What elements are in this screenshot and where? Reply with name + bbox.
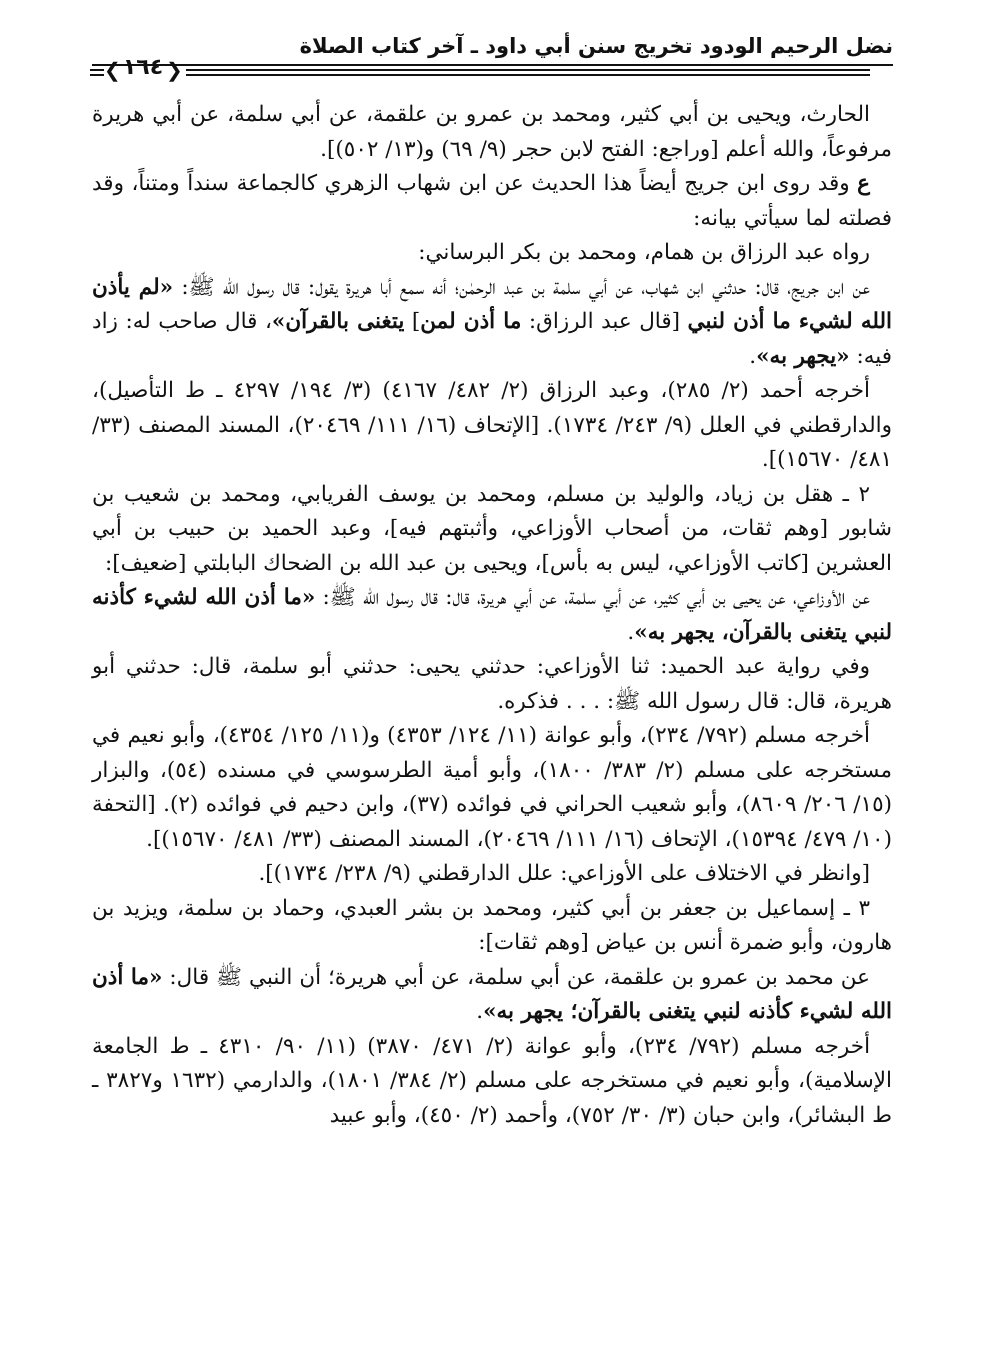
text-segment: ، قال صاحب له: زاد فيه: [92, 309, 892, 369]
main-text [92, 98, 892, 1133]
paragraph [92, 478, 892, 582]
page-number-rule-right-lower [186, 74, 870, 76]
text-segment: عن محمد بن عمرو بن علقمة، عن أبي سلمة، عن أبي هريرة؛ أن النبي ﷺ قال: [162, 964, 871, 990]
page-number: ١٦٤ [122, 55, 164, 80]
text-segment: أخرجه مسلم (٧٩٢/ ٢٣٤)، وأبو عوانة (٢/ ٤٧١/ ٣٨٧٠) (١١/ ٩٠/ ٤٣١٠ ـ ط الجامعة الإسلامية)، وأبو نعيم في مستخرجه على مسلم (٢/ ٣٨٤/ ١٨٠١)، والدارمي (١٦٣٢ و٣٨٢٧ ـ ط البشائر)، وابن حبان (٣/ ٣٠/ ٧٥٢)، وأحمد (٢/ ٤٥٠)، وأبو عبيد [92, 1033, 892, 1128]
running-title: نضل الرحيم الودود تخريج سنن أبي داود ـ آخر كتاب الصلاة [299, 34, 893, 58]
text-segment: [قال عبد الرزاق: [521, 309, 688, 334]
paragraph [92, 857, 892, 892]
paragraph [92, 98, 892, 167]
text-segment: . [627, 619, 635, 645]
text-segment: . [749, 343, 757, 369]
bold-text-segment: ع [857, 171, 870, 196]
paragraph [92, 961, 892, 1030]
bold-text-segment: ما أذن لمن [420, 309, 522, 334]
bold-text-segment: «لم يأذن الله لشيء ما أذن لنبي [92, 274, 892, 334]
text-segment: ٢ ـ هقل بن زياد، والوليد بن مسلم، ومحمد بن يوسف الفريابي، ومحمد بن شعيب بن شابور [وهم ثقات، من أصحاب الأوزاعي، وأثبتهم فيه]، وعبد الحميد بن حبيب بن أبي العشرين [كاتب الأوزاعي، ليس به بأس]، ويحيى بن عبد الله بن الضحاك البابلتي [ضعيف]: [92, 481, 892, 576]
text-segment: ] [404, 309, 421, 334]
page-number-bar [90, 55, 870, 85]
text-segment: الحارث، ويحيى بن أبي كثير، ومحمد بن عمرو بن علقمة، عن أبي سلمة، عن أبي هريرة مرفوعاً، والله أعلم [وراجع: الفتح لابن حجر (٩/ ٦٩) و(١٣/ ٥٠٢)]. [92, 102, 892, 162]
text-segment: وقد روى ابن جريج أيضاً هذا الحديث عن ابن شهاب الزهري كالجماعة سنداً ومتناً، وقد فصلته لما سيأتي بيانه: [92, 171, 892, 231]
paragraph [92, 236, 892, 271]
paragraph [92, 581, 892, 650]
page-number-rule-right [186, 69, 870, 71]
text-segment: ٣ ـ إسماعيل بن جعفر بن أبي كثير، ومحمد بن بشر العبدي، وحماد بن سلمة، ويزيد بن هارون، وأبو ضمرة أنس بن عياض [وهم ثقات]: [92, 895, 892, 955]
page-number-rule-left-lower [90, 74, 104, 76]
text-segment: عن ابن جريج، قال: حدثني ابن شهاب، عن أبي سلمة بن عبد الرحمٰن؛ أنه سمع أبا هريرة يقول: قال رسول الله ﷺ: [173, 274, 871, 300]
text-segment: رواه عبد الرزاق بن همام، ومحمد بن بكر البرساني: [418, 240, 870, 265]
text-segment: عن الأوزاعي، عن يحيى بن أبي كثير، عن أبي سلمة، عن أبي هريرة، قال: قال رسول الله ﷺ: [315, 585, 870, 610]
ornament-right-icon: ❯ [166, 58, 183, 82]
text-segment: وفي رواية عبد الحميد: ثنا الأوزاعي: حدثني يحيى: حدثني أبو سلمة، قال: حدثني أبو هريرة، قال: قال رسول الله ﷺ: . . . فذكره. [92, 654, 892, 714]
text-segment: أخرجه أحمد (٢/ ٢٨٥)، وعبد الرزاق (٢/ ٤٨٢/ ٤١٦٧) (٣/ ١٩٤/ ٤٢٩٧ ـ ط التأصيل)، والدارقطني في العلل (٩/ ٢٤٣/ ١٧٣٤). [الإتحاف (١٦/ ١١١/ ٢٠٤٦٩)، المسند المصنف (٣٣/ ٤٨١/ ١٥٦٧٠)]. [92, 378, 893, 472]
paragraph [92, 1030, 892, 1134]
paragraph [92, 374, 892, 478]
text-segment: [وانظر في الاختلاف على الأوزاعي: علل الدارقطني (٩/ ٢٣٨/ ١٧٣٤)]. [258, 861, 870, 886]
bold-text-segment: يتغنى بالقرآن» [271, 309, 405, 334]
bold-text-segment: «ما أذن الله لشيء كأذنه لنبي يتغنى بالقرآن؛ يجهر به» [92, 964, 892, 1024]
text-segment: . [476, 999, 484, 1024]
text-segment: أخرجه مسلم (٧٩٢/ ٢٣٤)، وأبو عوانة (١١/ ١٢٤/ ٤٣٥٣) و(١١/ ١٢٥/ ٤٣٥٤)، وأبو نعيم في مستخرجه على مسلم (٢/ ٣٨٣/ ١٨٠٠)، وأبو أمية الطرسوسي في مسنده (٥٤)، والبزار (١٥/ ٢٠٦/ ٨٦٠٩)، وأبو شعيب الحراني في فوائده (٣٧)، وابن دحيم في فوائده (٢). [التحفة (١٠/ ٤٧٩/ ١٥٣٩٤)، الإتحاف (١٦/ ١١١/ ٢٠٤٦٩)، المسند المصنف (٣٣/ ٤٨١/ ١٥٦٧٠)]. [92, 723, 893, 852]
paragraph [92, 892, 892, 961]
bold-text-segment: «يجهر به» [756, 343, 850, 369]
page-number-rule-left [90, 69, 104, 71]
paragraph [92, 650, 892, 719]
paragraph [92, 271, 892, 375]
bold-text-segment: «ما أذن الله لشيء كأذنه لنبي يتغنى بالقرآن، يجهر به» [92, 585, 892, 645]
ornament-left-icon: ❮ [104, 58, 121, 82]
paragraph [92, 167, 892, 236]
paragraph [92, 719, 892, 857]
